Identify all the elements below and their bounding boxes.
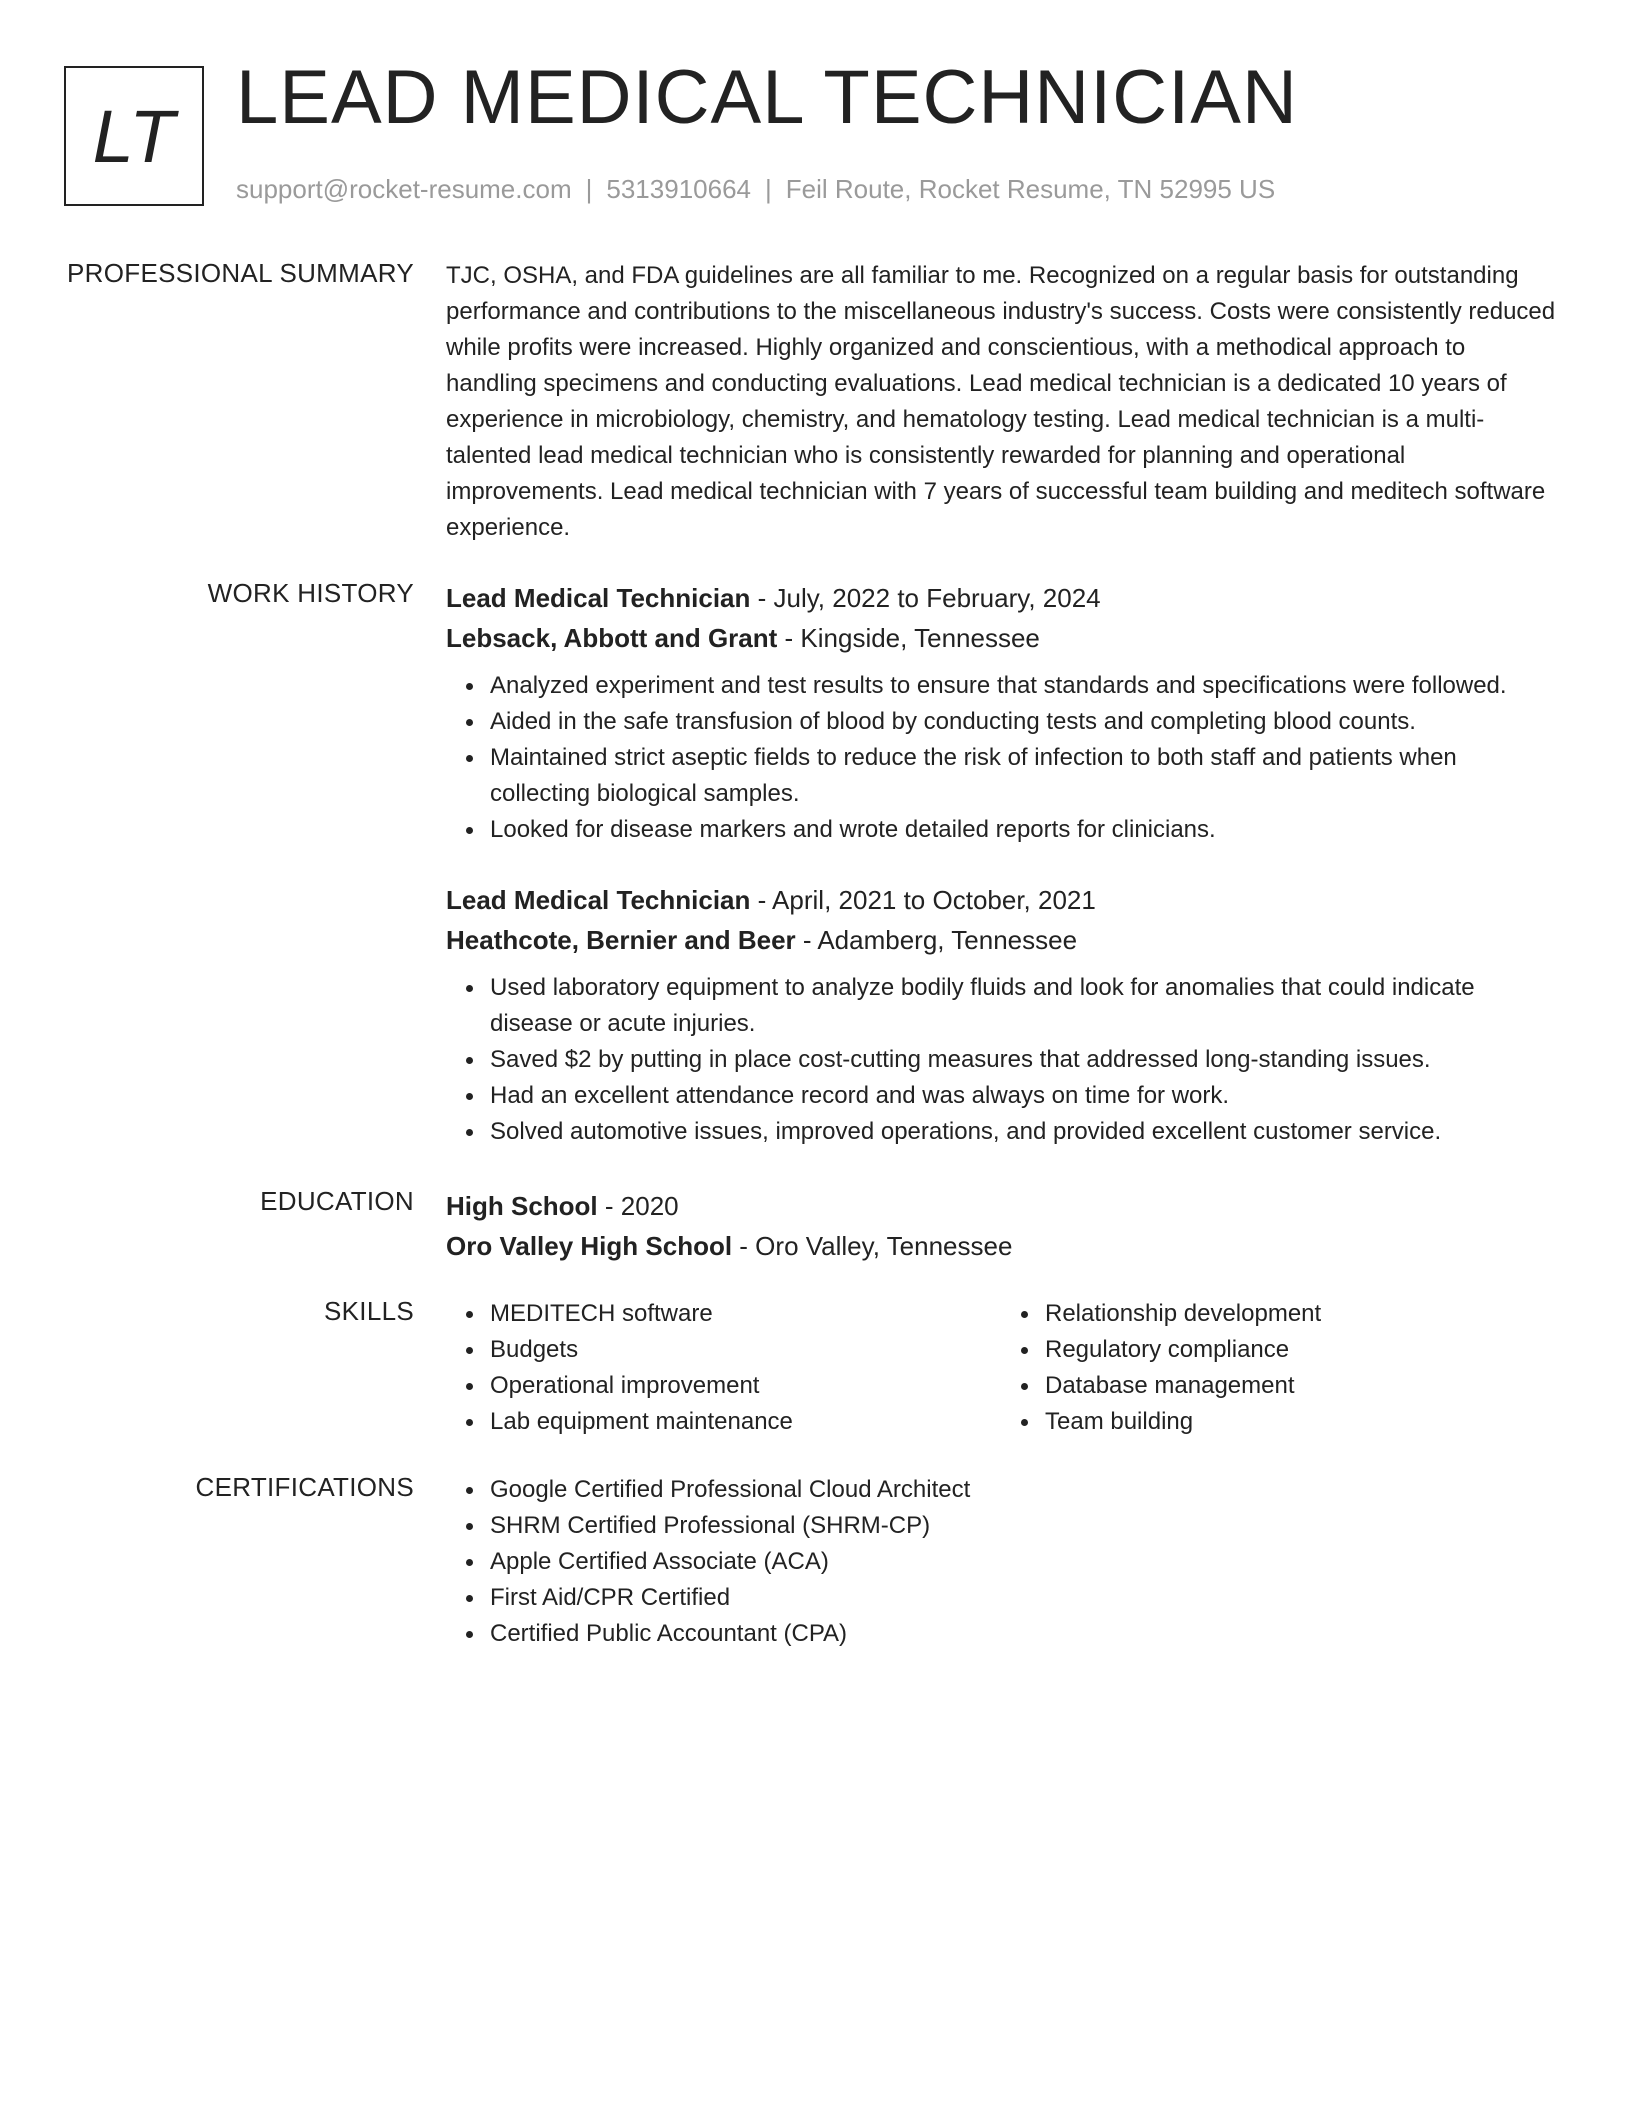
contact-separator: | xyxy=(765,174,772,204)
skill-item: Lab equipment maintenance xyxy=(490,1404,1001,1440)
skill-item: MEDITECH software xyxy=(490,1296,1001,1332)
job-bullet: Solved automotive issues, improved operations, and provided excellent customer service. xyxy=(490,1114,1556,1150)
job-company: Heathcote, Bernier and Beer xyxy=(446,925,796,955)
job-bullets xyxy=(446,970,1556,1150)
job-bullet: Had an excellent attendance record and was always on time for work. xyxy=(490,1078,1556,1114)
skill-item: Operational improvement xyxy=(490,1368,1001,1404)
skill-item: Database management xyxy=(1045,1368,1556,1404)
job-company-line xyxy=(446,618,1556,658)
skills-list-right xyxy=(1001,1296,1556,1440)
skill-item: Team building xyxy=(1045,1404,1556,1440)
job-title-line xyxy=(446,578,1556,618)
monogram-initials: LT xyxy=(92,94,176,178)
work-history-body xyxy=(446,578,1556,1150)
job-dates: - April, 2021 to October, 2021 xyxy=(750,885,1096,915)
education-school-line xyxy=(446,1226,1556,1266)
certification-item: Google Certified Professional Cloud Architect xyxy=(490,1472,1556,1508)
job-bullet: Analyzed experiment and test results to ensure that standards and specifications were followed. xyxy=(490,668,1556,704)
job-company-line xyxy=(446,920,1556,960)
resume-title: LEAD MEDICAL TECHNICIAN xyxy=(236,55,1298,140)
section-label-work: WORK HISTORY xyxy=(207,578,414,608)
job-entry xyxy=(446,880,1556,1150)
education-location: - Oro Valley, Tennessee xyxy=(732,1231,1013,1261)
job-bullet: Maintained strict aseptic fields to reduce the risk of infection to both staff and patients when collecting biological samples. xyxy=(490,740,1556,812)
job-company: Lebsack, Abbott and Grant xyxy=(446,623,778,653)
job-role: Lead Medical Technician xyxy=(446,583,751,613)
skill-item: Budgets xyxy=(490,1332,1001,1368)
job-bullet: Aided in the safe transfusion of blood by conducting tests and completing blood counts. xyxy=(490,704,1556,740)
contact-address: Feil Route, Rocket Resume, TN 52995 US xyxy=(785,174,1276,204)
job-location: - Adamberg, Tennessee xyxy=(795,925,1078,955)
job-title-line xyxy=(446,880,1556,920)
skill-item: Relationship development xyxy=(1045,1296,1556,1332)
job-location: - Kingside, Tennessee xyxy=(777,623,1040,653)
certification-item: Apple Certified Associate (ACA) xyxy=(490,1544,1556,1580)
section-label-education: EDUCATION xyxy=(260,1186,414,1216)
contact-line xyxy=(236,174,1275,205)
skills-list-left xyxy=(446,1296,1001,1440)
job-bullet: Looked for disease markers and wrote detailed reports for clinicians. xyxy=(490,812,1556,848)
education-degree-line xyxy=(446,1186,1556,1226)
education-body xyxy=(446,1186,1556,1266)
education-school: Oro Valley High School xyxy=(446,1231,733,1261)
contact-separator: | xyxy=(585,174,593,204)
skill-item: Regulatory compliance xyxy=(1045,1332,1556,1368)
summary-text: TJC, OSHA, and FDA guidelines are all familiar to me. Recognized on a regular basis for outstanding performance and contributions to the miscellaneous industry's success. Costs were consistently reduced while profits were increased. Highly organized and conscientious, with a methodical approach to handling specimens and conducting evaluations. Lead medical technician is a dedicated 10 years of experience in microbiology, chemistry, and hematology testing. Lead medical technician is a multi-talented lead medical technician who is consistently rewarded for planning and operational improvements. Lead medical technician with 7 years of successful team building and meditech software experience. xyxy=(446,262,1556,541)
job-dates: - July, 2022 to February, 2024 xyxy=(750,583,1101,613)
skills-body xyxy=(446,1296,1556,1440)
job-role: Lead Medical Technician xyxy=(446,885,751,915)
certification-item: Certified Public Accountant (CPA) xyxy=(490,1616,1556,1652)
education-degree: High School xyxy=(446,1191,598,1221)
job-bullets xyxy=(446,668,1556,848)
section-label-summary: PROFESSIONAL SUMMARY xyxy=(67,258,414,288)
monogram-logo xyxy=(64,66,204,206)
certification-item: SHRM Certified Professional (SHRM-CP) xyxy=(490,1508,1556,1544)
education-year: - 2020 xyxy=(597,1191,679,1221)
summary-body xyxy=(446,258,1556,546)
section-label-certifications: CERTIFICATIONS xyxy=(195,1472,414,1502)
certifications-list xyxy=(446,1472,1556,1652)
job-entry xyxy=(446,578,1556,848)
certifications-body xyxy=(446,1472,1556,1652)
certification-item: First Aid/CPR Certified xyxy=(490,1580,1556,1616)
job-bullet: Saved $2 by putting in place cost-cutting measures that addressed long-standing issues. xyxy=(490,1042,1556,1078)
contact-email: support@rocket-resume.com xyxy=(236,174,572,204)
section-label-skills: SKILLS xyxy=(324,1296,414,1326)
contact-phone: 5313910664 xyxy=(606,174,751,204)
job-bullet: Used laboratory equipment to analyze bodily fluids and look for anomalies that could indicate disease or acute injuries. xyxy=(490,970,1556,1042)
